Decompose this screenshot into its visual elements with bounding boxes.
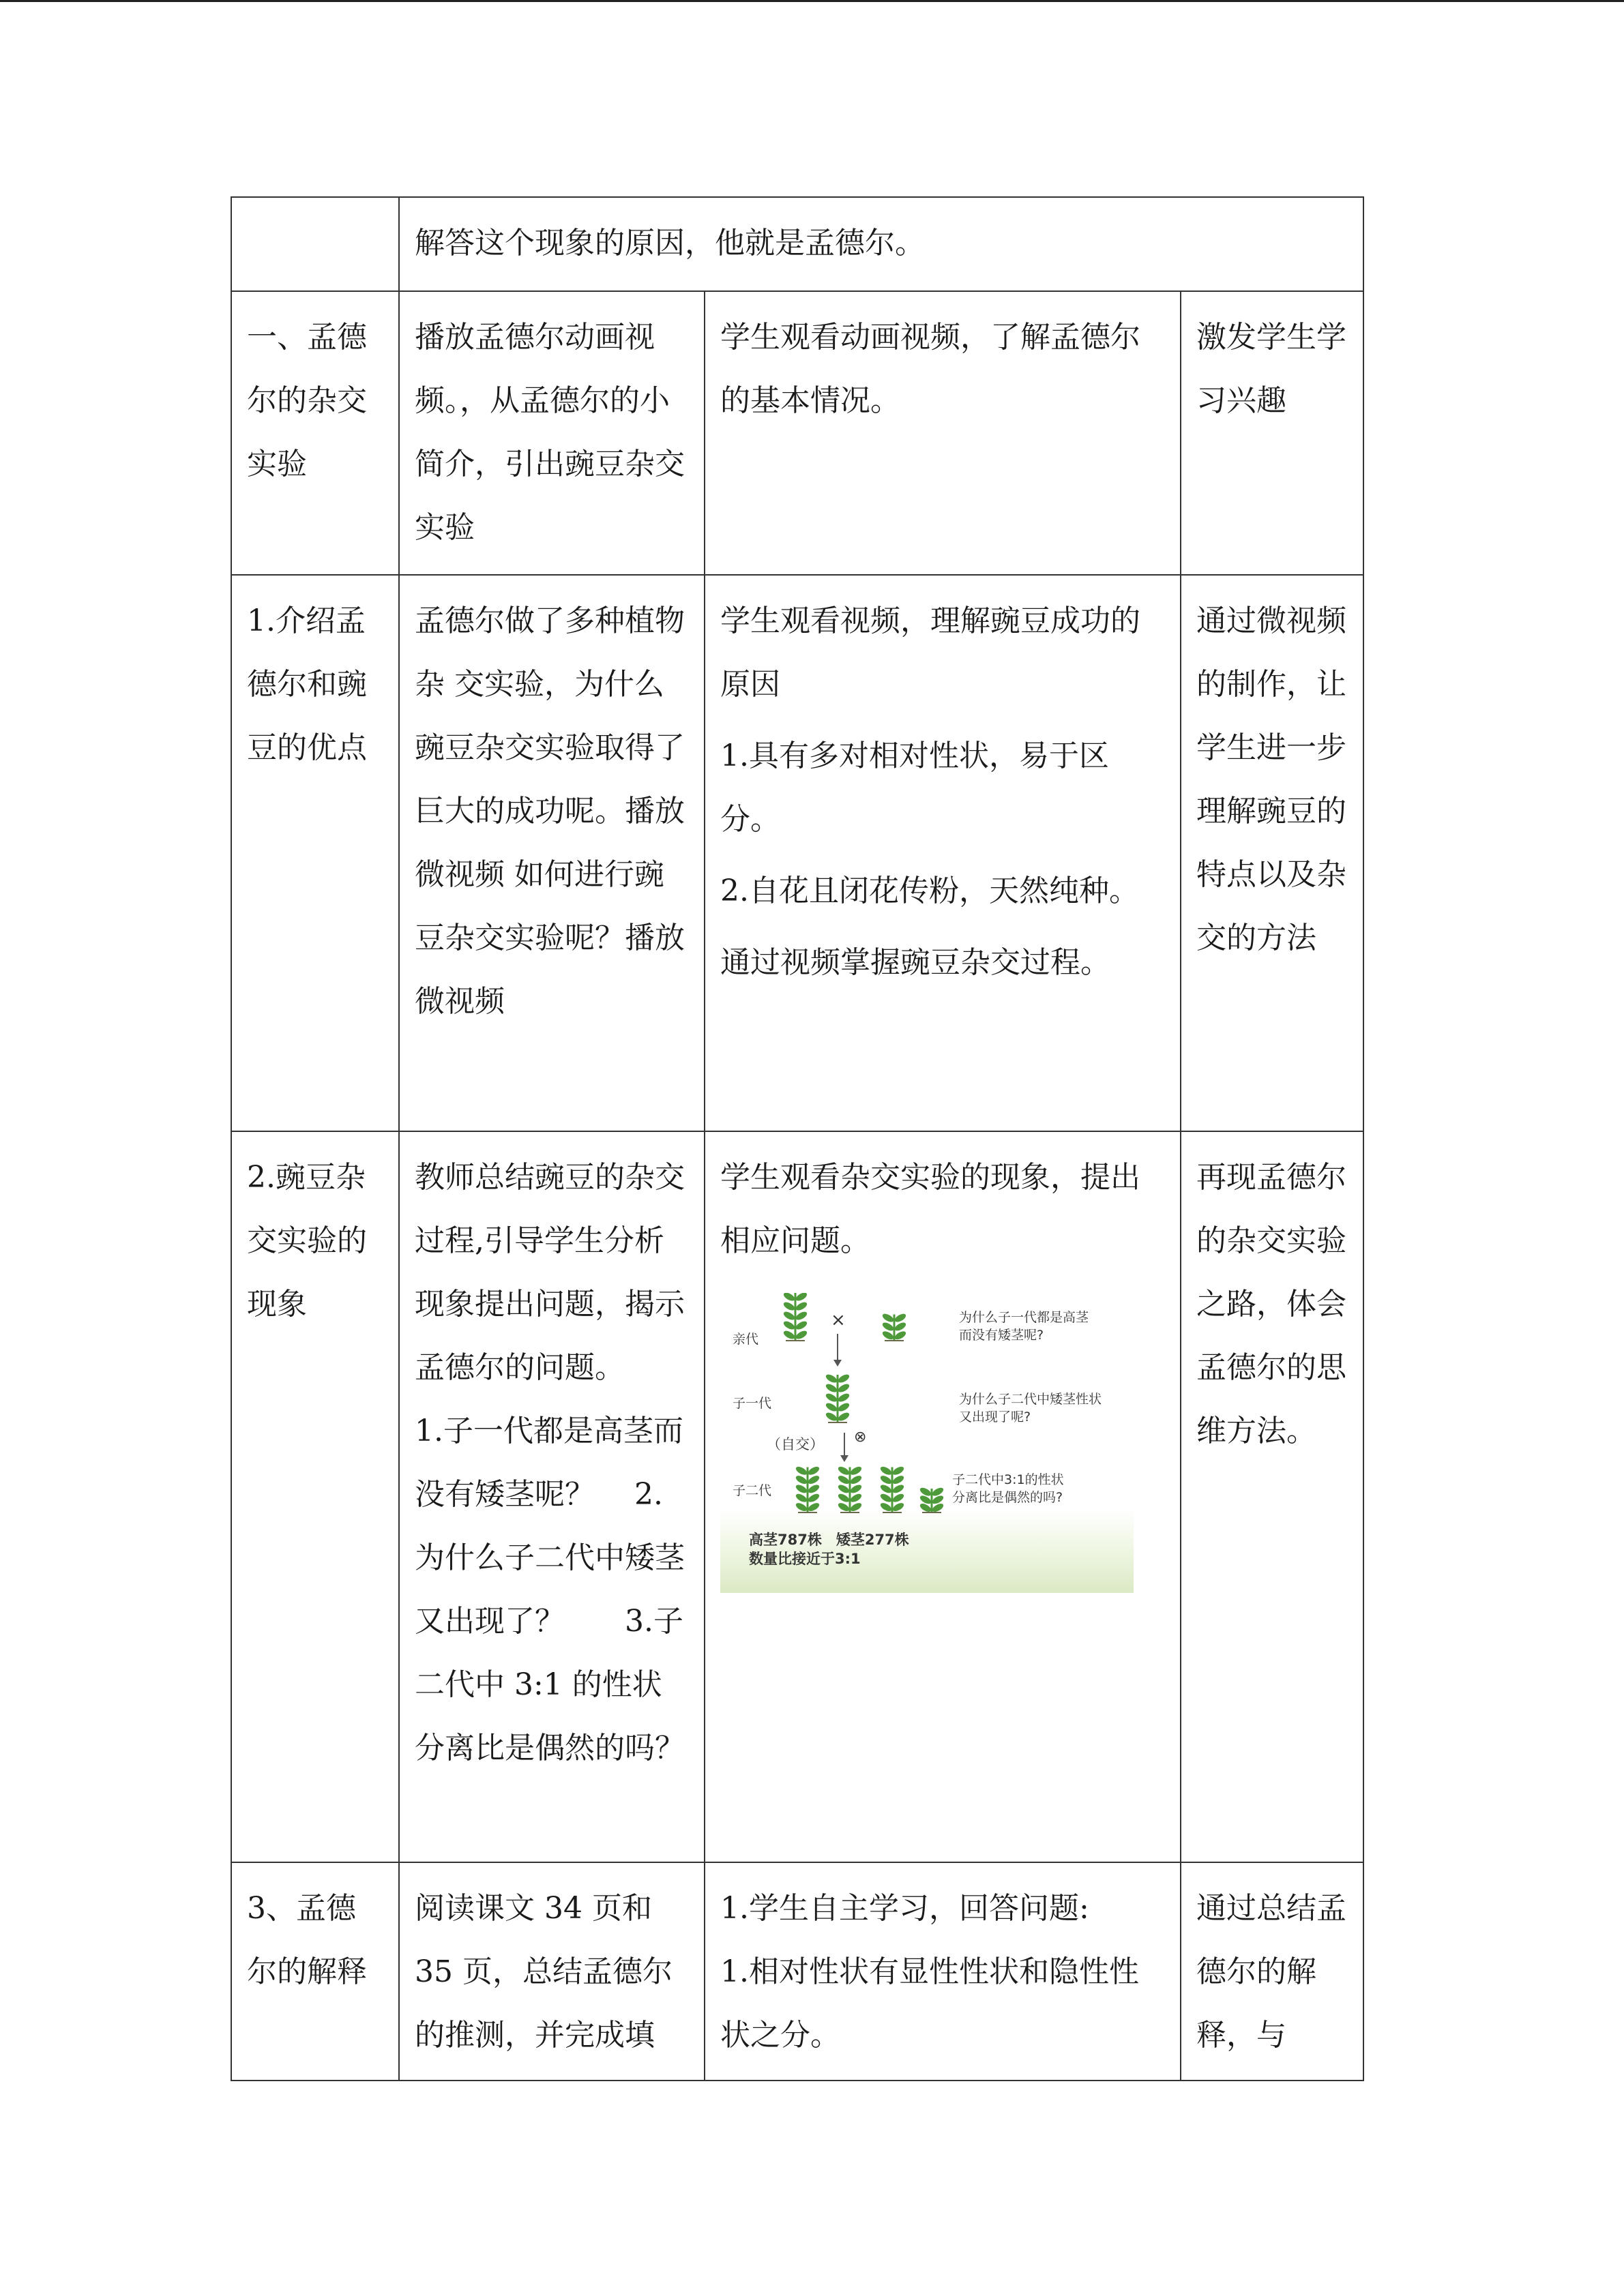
cell-text: 一、孟德尔的杂交实验 xyxy=(247,320,367,481)
cell-text: 通过总结孟德尔的解释，与 xyxy=(1196,1891,1346,2053)
cell-design-intent xyxy=(1181,291,1363,575)
cell-text: 教师总结豌豆的杂交过程,引导学生分析现象提出问题，揭示孟德尔的问题。 1.子一代都是高茎而没有矮茎呢？ 2.为什么子二代中矮茎又出现了？ 3.子二代中 3:1 的性状分离比是偶然的吗？ xyxy=(415,1160,685,1765)
cell-student-activity xyxy=(705,291,1181,575)
cell-teacher-activity xyxy=(399,575,705,1131)
question-1: 为什么子一代都是高茎 xyxy=(959,1310,1089,1325)
cell-text: 2.豌豆杂交实验的现象 xyxy=(247,1160,367,1322)
cell-teacher-activity xyxy=(399,1862,705,2081)
parent-short-plant xyxy=(881,1312,907,1341)
cell-text: 激发学生学习兴趣 xyxy=(1196,320,1346,418)
question-3-line2: 分离比是偶然的吗? xyxy=(952,1490,1063,1505)
cell-text: 1.介绍孟德尔和豌豆的优点 xyxy=(247,603,367,765)
f1-tall-plant xyxy=(825,1373,851,1422)
cell-text: 3、孟德尔的解释 xyxy=(247,1891,367,1989)
cell-teacher-activity xyxy=(399,197,1363,291)
f2-tall-plant xyxy=(837,1465,863,1512)
question-1-line2: 而没有矮茎呢? xyxy=(959,1328,1044,1343)
cell-student-activity xyxy=(705,1131,1181,1862)
cell-text: 孟德尔做了多种植物杂 交实验，为什么豌豆杂交实验取得了巨大的成功呢。播放微视频 如何进行豌豆杂交实验呢？播放微视频 xyxy=(415,603,685,1019)
f1-arrowhead xyxy=(833,1360,842,1367)
label-cross: × xyxy=(831,1310,846,1330)
page-top-border xyxy=(0,0,1624,2)
table-row xyxy=(231,1862,1363,2081)
label-selfing: （自交） xyxy=(767,1436,824,1452)
cell-design-intent xyxy=(1181,575,1363,1131)
cell-student-activity xyxy=(705,1862,1181,2081)
cell-design-intent xyxy=(1181,1131,1363,1862)
cell-text: 再现孟德尔的杂交实验之路，体会孟德尔的思维方法。 xyxy=(1196,1160,1346,1448)
cell-text: 1.相对性状有显性性状和隐性性状之分。 xyxy=(720,1954,1139,2053)
f2-tall-plant xyxy=(795,1465,821,1512)
result-counts: 高茎787株 矮茎277株 xyxy=(749,1532,909,1548)
cell-text: 学生观看杂交实验的现象，提出相应问题。 xyxy=(720,1160,1140,1258)
label-self-symbol: ⊗ xyxy=(854,1429,867,1446)
question-3: 子二代中3:1的性状 xyxy=(952,1472,1064,1487)
cell-text: 通过微视频的制作，让学生进一步理解豌豆的特点以及杂交的方法 xyxy=(1196,603,1346,955)
cell-design-intent xyxy=(1181,1862,1363,2081)
parent-tall-plant xyxy=(782,1293,808,1341)
table-row xyxy=(231,1131,1363,1862)
cell-stage xyxy=(231,291,399,575)
cell-text: 学生观看视频，理解豌豆成功的原因 xyxy=(720,603,1140,702)
cell-stage xyxy=(231,1131,399,1862)
pea-plants xyxy=(782,1293,945,1513)
table-row xyxy=(231,197,1363,291)
lesson-plan-table xyxy=(231,196,1364,2081)
cell-text: 解答这个现象的原因，他就是孟德尔。 xyxy=(415,226,925,260)
cell-stage xyxy=(231,575,399,1131)
pea-cross-figure xyxy=(720,1293,1134,1593)
cell-stage xyxy=(231,197,399,291)
result-ratio: 数量比接近于3:1 xyxy=(749,1551,861,1567)
cell-stage xyxy=(231,1862,399,2081)
label-f2: 子二代 xyxy=(733,1483,772,1498)
cell-text: 播放孟德尔动画视频。，从孟德尔的小简介，引出豌豆杂交实验 xyxy=(415,320,685,545)
cell-teacher-activity xyxy=(399,291,705,575)
question-2-line2: 又出现了呢? xyxy=(959,1410,1031,1425)
cell-text: 学生观看动画视频，了解孟德尔的基本情况。 xyxy=(720,320,1140,418)
cell-text: 通过视频掌握豌豆杂交过程。 xyxy=(720,945,1110,980)
cell-text: 1.具有多对相对性状，易于区分。 xyxy=(720,739,1109,837)
table-row xyxy=(231,575,1363,1131)
cell-text: 2.自花且闭花传粉，天然纯种。 xyxy=(720,874,1139,908)
cell-teacher-activity xyxy=(399,1131,705,1862)
cell-text: 1.学生自主学习，回答问题: xyxy=(720,1891,1089,1926)
label-f1: 子一代 xyxy=(733,1396,772,1411)
f2-short-plant xyxy=(919,1486,945,1513)
f2-tall-plant xyxy=(879,1465,905,1512)
table-row xyxy=(231,291,1363,575)
cell-text: 阅读课文 34 页和35 页，总结孟德尔的推测，并完成填 xyxy=(415,1891,673,2053)
cell-student-activity xyxy=(705,575,1181,1131)
f2-arrowhead xyxy=(840,1455,848,1462)
question-2: 为什么子二代中矮茎性状 xyxy=(959,1392,1102,1407)
label-parent: 亲代 xyxy=(733,1332,759,1347)
